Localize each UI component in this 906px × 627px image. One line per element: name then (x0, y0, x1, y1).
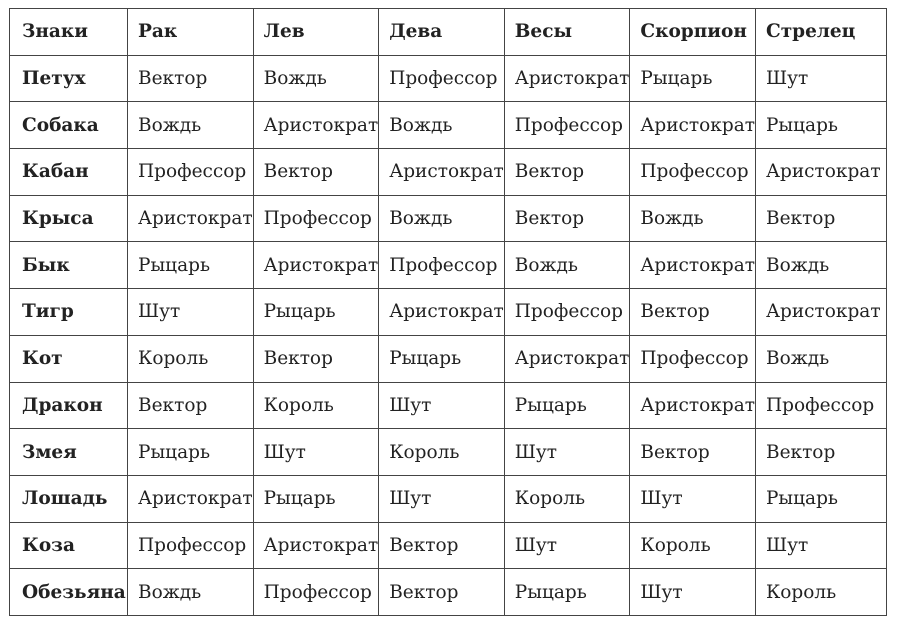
table-cell: Вектор (630, 429, 756, 476)
table-cell: Король (504, 475, 630, 522)
table-cell: Вектор (253, 335, 379, 382)
column-header: Дева (379, 9, 505, 56)
table-cell: Рыцарь (128, 242, 254, 289)
column-header: Весы (504, 9, 630, 56)
table-cell: Вождь (379, 195, 505, 242)
table-row (10, 335, 887, 382)
table-cell: Аристократ (253, 102, 379, 149)
table-cell: Вождь (128, 569, 254, 616)
table-cell: Профессор (630, 335, 756, 382)
table-cell: Рыцарь (253, 475, 379, 522)
table-cell: Аристократ (379, 149, 505, 196)
table-row (10, 569, 887, 616)
table-cell: Король (630, 522, 756, 569)
table-row (10, 149, 887, 196)
table-cell: Вектор (504, 195, 630, 242)
table-cell: Аристократ (755, 289, 886, 336)
table-cell: Профессор (504, 102, 630, 149)
table-cell: Профессор (128, 522, 254, 569)
table-cell: Шут (504, 429, 630, 476)
table-row (10, 522, 887, 569)
table-cell: Вождь (755, 242, 886, 289)
table-cell: Рыцарь (755, 475, 886, 522)
table-cell: Профессор (755, 382, 886, 429)
table-cell: Аристократ (253, 522, 379, 569)
table-cell: Профессор (504, 289, 630, 336)
table-row (10, 195, 887, 242)
table-cell: Король (755, 569, 886, 616)
table-cell: Аристократ (253, 242, 379, 289)
table-cell: Рыцарь (504, 569, 630, 616)
table-cell: Рыцарь (504, 382, 630, 429)
table-row (10, 102, 887, 149)
table-cell: Аристократ (630, 242, 756, 289)
table-cell: Аристократ (379, 289, 505, 336)
table-cell: Аристократ (630, 102, 756, 149)
row-header: Змея (10, 429, 128, 476)
row-header: Собака (10, 102, 128, 149)
table-cell: Шут (755, 522, 886, 569)
corner-header: Знаки (10, 9, 128, 56)
table-cell: Вектор (755, 195, 886, 242)
row-header: Кот (10, 335, 128, 382)
table-cell: Вектор (128, 55, 254, 102)
row-header: Обезьяна (10, 569, 128, 616)
table-cell: Шут (630, 475, 756, 522)
column-header: Рак (128, 9, 254, 56)
row-header: Крыса (10, 195, 128, 242)
table-cell: Шут (630, 569, 756, 616)
row-header: Петух (10, 55, 128, 102)
compatibility-table-container (9, 8, 887, 616)
table-cell: Шут (504, 522, 630, 569)
column-header: Лев (253, 9, 379, 56)
table-cell: Аристократ (128, 195, 254, 242)
table-row (10, 382, 887, 429)
table-cell: Шут (379, 475, 505, 522)
table-cell: Шут (128, 289, 254, 336)
column-header: Стрелец (755, 9, 886, 56)
table-cell: Вектор (128, 382, 254, 429)
table-cell: Вождь (379, 102, 505, 149)
table-cell: Аристократ (755, 149, 886, 196)
table-row (10, 475, 887, 522)
table-row (10, 242, 887, 289)
table-cell: Рыцарь (630, 55, 756, 102)
column-header: Скорпион (630, 9, 756, 56)
table-cell: Шут (379, 382, 505, 429)
table-row (10, 55, 887, 102)
table-cell: Рыцарь (755, 102, 886, 149)
table-cell: Профессор (128, 149, 254, 196)
table-cell: Вождь (755, 335, 886, 382)
table-cell: Шут (755, 55, 886, 102)
table-body (10, 55, 887, 615)
row-header: Коза (10, 522, 128, 569)
table-row (10, 289, 887, 336)
table-cell: Вектор (504, 149, 630, 196)
table-cell: Шут (253, 429, 379, 476)
table-cell: Вектор (253, 149, 379, 196)
table-cell: Рыцарь (128, 429, 254, 476)
table-cell: Профессор (630, 149, 756, 196)
table-cell: Король (253, 382, 379, 429)
table-cell: Вектор (379, 522, 505, 569)
table-cell: Король (128, 335, 254, 382)
row-header: Лошадь (10, 475, 128, 522)
table-cell: Профессор (379, 55, 505, 102)
table-cell: Профессор (253, 569, 379, 616)
table-cell: Аристократ (630, 382, 756, 429)
table-cell: Вектор (755, 429, 886, 476)
table-cell: Профессор (253, 195, 379, 242)
row-header: Тигр (10, 289, 128, 336)
table-cell: Вектор (379, 569, 505, 616)
row-header: Дракон (10, 382, 128, 429)
table-cell: Вектор (630, 289, 756, 336)
header-row (10, 9, 887, 56)
table-cell: Аристократ (504, 335, 630, 382)
table-cell: Рыцарь (253, 289, 379, 336)
table-cell: Аристократ (504, 55, 630, 102)
row-header: Бык (10, 242, 128, 289)
table-cell: Вождь (504, 242, 630, 289)
compatibility-table (9, 8, 887, 616)
table-row (10, 429, 887, 476)
table-cell: Король (379, 429, 505, 476)
table-cell: Рыцарь (379, 335, 505, 382)
table-cell: Вождь (253, 55, 379, 102)
row-header: Кабан (10, 149, 128, 196)
table-cell: Профессор (379, 242, 505, 289)
table-cell: Вождь (630, 195, 756, 242)
table-cell: Вождь (128, 102, 254, 149)
table-cell: Аристократ (128, 475, 254, 522)
